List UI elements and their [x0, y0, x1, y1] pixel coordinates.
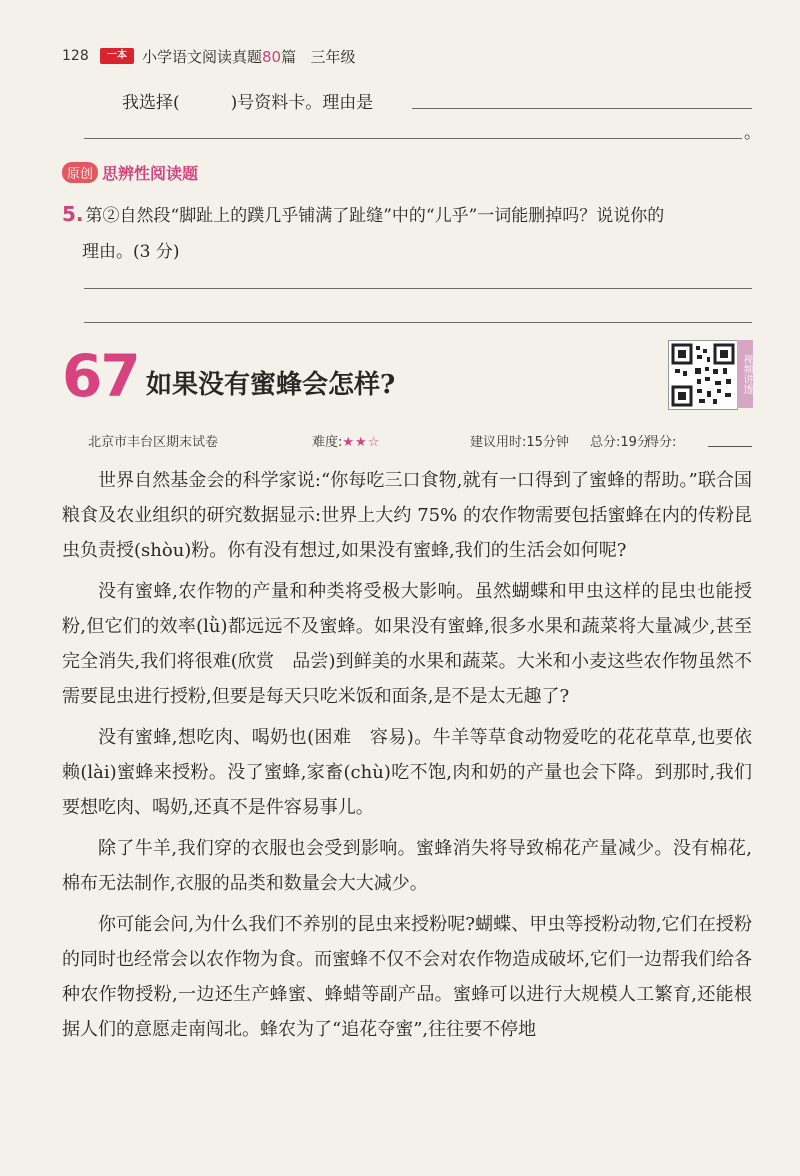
question-number: 5. — [62, 202, 84, 226]
score-blank — [708, 446, 752, 447]
section-label: 思辨性阅读题 — [102, 164, 199, 183]
answer-line-4 — [84, 322, 752, 323]
page-header — [62, 44, 762, 72]
book-title — [142, 46, 355, 67]
question-text-line1: 第②自然段“脚趾上的蹼几乎铺满了趾缝”中的“儿乎”一词能删掉吗？说说你的 — [85, 206, 665, 226]
question-5 — [62, 196, 762, 270]
paragraph: 没有蜜蜂,农作物的产量和种类将受极大影响。虽然蝴蝶和甲虫这样的昆虫也能授粉,但它们的效率(lǜ)都远远不及蜜蜂。如果没有蜜蜂,很多水果和蔬菜将大量减少,甚至完全消失,我们将很难(欣赏 品尝)到鲜美的水果和蔬菜。大米和小麦这些农作物虽然不需要昆虫进行授粉,但要是每天只吃米饭和面条,是不是太无趣了? — [62, 581, 752, 707]
paragraph: 没有蜜蜂,想吃肉、喝奶也(困难 容易)。牛羊等草食动物爱吃的花花草草,也要依赖(lài)蜜蜂来授粉。没了蜜蜂,家畜(chù)吃不饱,肉和奶的产量也会下降。到那时,我们要想吃肉、喝奶,还真不是件容易事儿。 — [62, 727, 752, 818]
article-title: 如果没有蜜蜂会怎样? — [146, 370, 396, 400]
meta-difficulty — [312, 431, 380, 450]
section-tag — [62, 161, 198, 183]
book-title-count: 80 — [262, 48, 282, 66]
page-number: 128 — [62, 48, 89, 64]
article-meta — [88, 431, 768, 451]
article-body — [62, 463, 752, 1053]
original-badge: 原创 — [62, 162, 98, 183]
question-text-line2: 理由。(3 分) — [82, 242, 180, 262]
qr-code-icon[interactable] — [668, 340, 738, 410]
paragraph: 世界自然基金会的科学家说:“你每吃三口食物,就有一口得到了蜜蜂的帮助。”联合国粮食及农业组织的研究数据显示:世界上大约 75% 的农作物需要包括蜜蜂在内的传粉昆虫负责授(shòu)粉。你有没有想过,如果没有蜜蜂,我们的生活会如何呢? — [62, 470, 752, 561]
full-stop: 。 — [744, 123, 761, 143]
paragraph: 你可能会问,为什么我们不养别的昆虫来授粉呢?蝴蝶、甲虫等授粉动物,它们在授粉的同时也经常会以农作物为食。而蜜蜂不仅不会对农作物造成破坏,它们一边帮我们给各种农作物授粉,一边还生产蜂蜜、蜂蜡等副产品。蜜蜂可以进行大规模人工繁育,还能根据人们的意愿走南闯北。蜂农为了“追花夺蜜”,往往要不停地 — [62, 914, 752, 1040]
qr-side-label: 视频讲透 — [737, 340, 753, 408]
book-title-unit: 篇 — [281, 48, 297, 66]
meta-time: 建议用时:15分钟 — [470, 435, 569, 450]
meta-source: 北京市丰台区期末试卷 — [88, 435, 219, 450]
paragraph: 除了牛羊,我们穿的衣服也会受到影响。蜜蜂消失将导致棉花产量减少。没有棉花,棉布无法制作,衣服的品类和数量会大大减少。 — [62, 838, 752, 894]
meta-score: 总分:19分 — [590, 435, 650, 450]
answer-line-2 — [84, 138, 742, 139]
brand-logo: 一本 — [100, 48, 134, 64]
article-number: 67 — [62, 342, 139, 410]
answer-line-1 — [412, 108, 752, 109]
meta-got: 得分: — [646, 435, 677, 450]
answer-line-3 — [84, 288, 752, 289]
answer-prompt: 我选择( )号资料卡。理由是 — [122, 93, 374, 113]
difficulty-label: 难度: — [312, 435, 343, 450]
difficulty-stars-icon: ★★☆ — [342, 435, 381, 450]
book-title-main: 小学语文阅读真题 — [142, 48, 263, 66]
book-grade: 三年级 — [310, 48, 356, 66]
